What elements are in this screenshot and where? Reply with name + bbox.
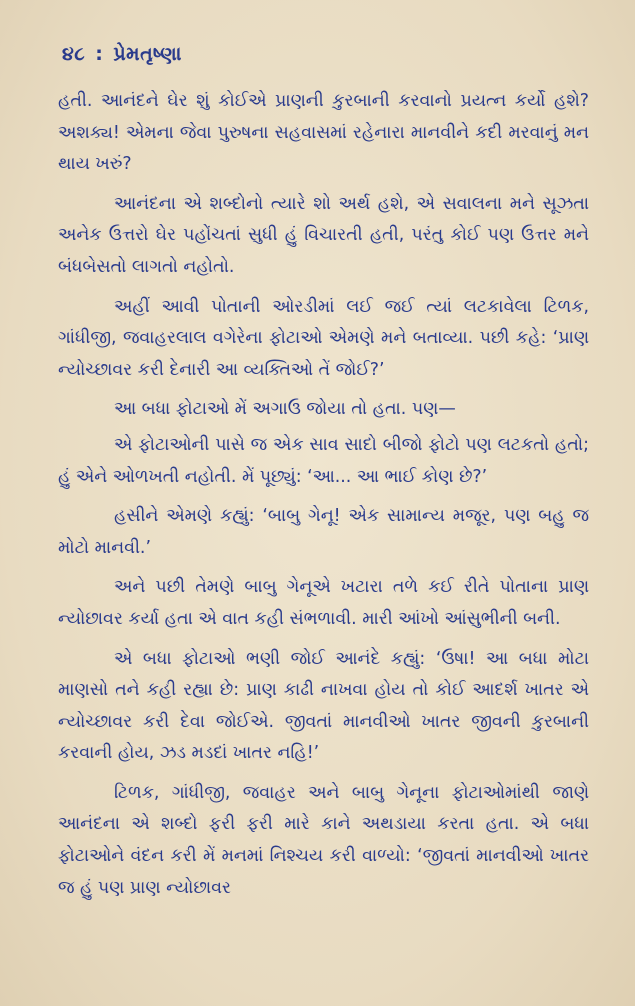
page-number: ૪૮ [62, 43, 86, 65]
body-text [58, 86, 589, 904]
paragraph: ટિળક, ગાંધીજી, જવાહર અને બાબુ ગેનૂના ફોટાઓમાંથી જાણે આનંદના એ શબ્દો ફરી ફરી મારે કાને અથડાયા કરતા હતા. એ બધા ફોટાઓને વંદન કરી મેં મનમાં નિશ્ચય કરી વાળ્યો: ‘જીવતાં માનવીઓ ખાતર જ હું પણ પ્રાણ ન્યોછાવર [58, 782, 589, 898]
running-header [62, 40, 589, 68]
header-separator: : [95, 43, 104, 65]
book-title: પ્રેમતૃષ્ણા [113, 43, 182, 65]
paragraph: અહીં આવી પોતાની ઓરડીમાં લઈ જઈ ત્યાં લટકાવેલા ટિળક, ગાંધીજી, જવાહરલાલ વગેરેના ફોટાઓ એમણે મને બતાવ્યા. પછી કહે: ‘પ્રાણ ન્યોચ્છાવર કરી દેનારી આ વ્યક્તિઓ તેં જોઈ?’ [58, 296, 589, 380]
paragraph: અને પછી તેમણે બાબુ ગેનૂએ ખટારા તળે કઈ રીતે પોતાના પ્રાણ ન્યોછાવર કર્યા હતા એ વાત કહી સંભળાવી. મારી આંખો આંસુભીની બની. [58, 577, 589, 629]
paragraph: હતી. આનંદને ઘેર શું કોઈએ પ્રાણની કુરબાની કરવાનો પ્રયત્ન કર્યો હશે? અશક્ય! એમના જેવા પુરુષના સહવાસમાં રહેનારા માનવીને કદી મરવાનું મન થાય ખરું? [58, 91, 589, 175]
paragraph: આનંદના એ શબ્દોનો ત્યારે શો અર્થ હશે, એ સવાલના મને સૂઝતા અનેક ઉત્તરો ઘેર પહોંચતાં સુધી હું વિચારતી હતી, પરંતુ કોઈ પણ ઉત્તર મને બંધબેસતો લાગતો નહોતો. [58, 193, 589, 277]
paragraph: એ બધા ફોટાઓ ભણી જોઈ આનંદે કહ્યું: ‘ઉષા! આ બધા મોટા માણસો તને કહી રહ્યા છે: પ્રાણ કાઢી નાખવા હોય તો કોઈ આદર્શ ખાતર એ ન્યોચ્છાવર કરી દેવા જોઈએ. જીવતાં માનવીઓ ખાતર જીવની કુરબાની કરવાની હોય, ઝડ મડદાં ખાતર નહિ!’ [58, 648, 589, 764]
paragraph: આ બધા ફોટાઓ મેં અગાઉ જોયા તો હતા. પણ— [114, 399, 456, 420]
paragraph: એ ફોટાઓની પાસે જ એક સાવ સાદો બીજો ફોટો પણ લટકતો હતો; હું એને ઓળખતી નહોતી. મેં પૂછ્યું: ‘આ... આ ભાઈ કોણ છે?’ [58, 434, 589, 487]
paragraph: હસીને એમણે કહ્યું: ‘બાબુ ગેનૂ! એક સામાન્ય મજૂર, પણ બહુ જ મોટો માનવી.’ [58, 506, 589, 558]
